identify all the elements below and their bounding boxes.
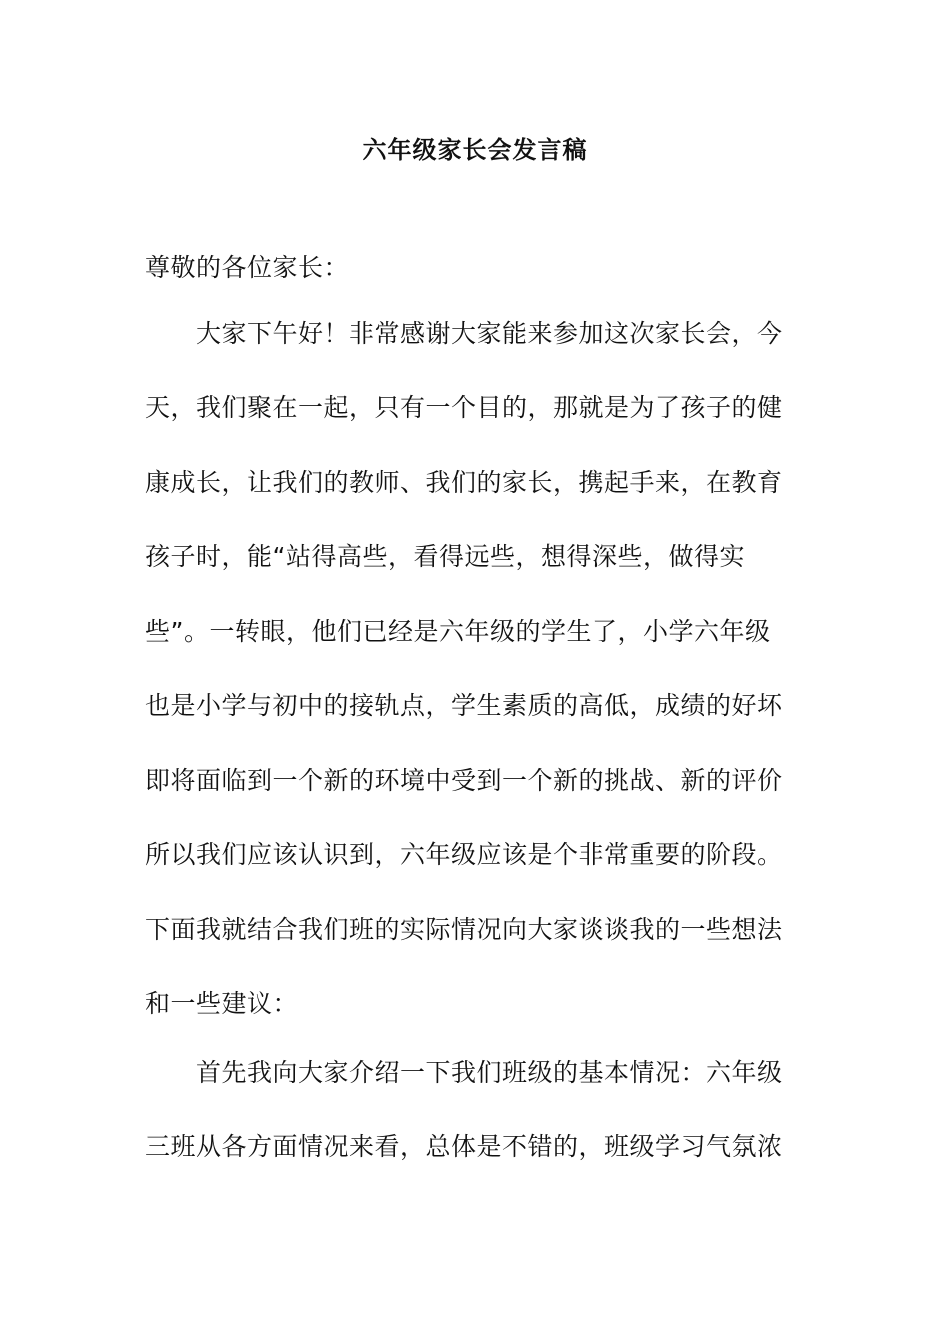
paragraph-line: 所以我们应该认识到，六年级应该是个非常重要的阶段。 xyxy=(145,840,783,869)
paragraph-line: 天，我们聚在一起，只有一个目的，那就是为了孩子的健 xyxy=(145,393,783,422)
paragraph-line: 些”。一转眼，他们已经是六年级的学生了，小学六年级 xyxy=(145,617,771,646)
document-title: 六年级家长会发言稿 xyxy=(362,136,588,164)
paragraph-line: 下面我就结合我们班的实际情况向大家谈谈我的一些想法 xyxy=(145,915,783,944)
salutation-line: 尊敬的各位家长： xyxy=(145,253,350,282)
paragraph-line: 孩子时，能“站得高些，看得远些，想得深些，做得实 xyxy=(145,542,745,571)
paragraph-line: 首先我向大家介绍一下我们班级的基本情况：六年级 xyxy=(196,1058,783,1087)
paragraph-line: 和一些建议： xyxy=(145,989,299,1018)
paragraph-line: 康成长，让我们的教师、我们的家长，携起手来，在教育 xyxy=(145,468,783,497)
paragraph-line: 也是小学与初中的接轨点，学生素质的高低，成绩的好坏 xyxy=(145,691,783,720)
paragraph-line: 大家下午好！非常感谢大家能来参加这次家长会，今 xyxy=(196,319,783,348)
paragraph-line: 即将面临到一个新的环境中受到一个新的挑战、新的评价 xyxy=(145,766,783,795)
paragraph-line: 三班从各方面情况来看，总体是不错的，班级学习气氛浓 xyxy=(145,1132,783,1161)
